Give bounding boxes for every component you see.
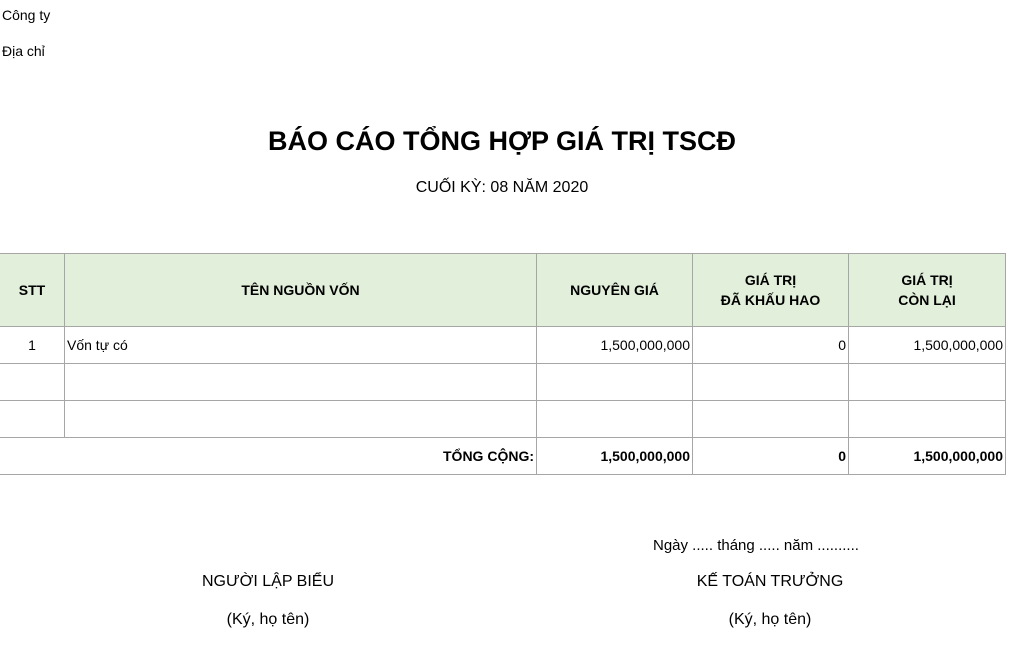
empty-cell	[65, 364, 537, 401]
cell-stt: 1	[0, 327, 65, 364]
report-period: CUỐI KỲ: 08 NĂM 2020	[415, 179, 589, 196]
preparer-signature-note: (Ký, họ tên)	[226, 611, 310, 628]
empty-cell	[0, 401, 65, 438]
table-header-row	[0, 254, 1006, 327]
column-header-depreciated	[693, 254, 849, 327]
empty-cell	[849, 401, 1006, 438]
empty-cell	[0, 364, 65, 401]
column-header-original-cost: NGUYÊN GIÁ	[537, 254, 693, 327]
address-label: Địa chỉ	[2, 43, 45, 59]
chief-accountant-title: KẾ TOÁN TRƯỞNG	[696, 573, 844, 590]
empty-cell	[537, 364, 693, 401]
empty-cell	[65, 401, 537, 438]
company-label: Công ty	[2, 7, 51, 23]
column-header-remaining	[849, 254, 1006, 327]
empty-cell	[537, 401, 693, 438]
total-original-cost: 1,500,000,000	[537, 438, 693, 475]
total-row	[0, 438, 1006, 475]
total-depreciated: 0	[693, 438, 849, 475]
cell-original-cost: 1,500,000,000	[537, 327, 693, 364]
empty-cell	[849, 364, 1006, 401]
cell-depreciated: 0	[693, 327, 849, 364]
column-header-stt: STT	[0, 254, 65, 327]
column-header-remaining-line2: CÒN LẠI	[898, 292, 956, 308]
column-header-depreciated-line1: GIÁ TRỊ	[744, 272, 797, 288]
signature-date-line: Ngày ..... tháng ..... năm ..........	[653, 537, 859, 554]
asset-summary-table	[0, 253, 1006, 475]
preparer-title: NGƯỜI LẬP BIỂU	[201, 573, 334, 590]
table-row-empty	[0, 401, 1006, 438]
cell-source: Vốn tự có	[65, 327, 537, 364]
empty-cell	[693, 364, 849, 401]
column-header-depreciated-line2: ĐÃ KHẤU HAO	[720, 292, 821, 308]
report-title: BÁO CÁO TỔNG HỢP GIÁ TRỊ TSCĐ	[267, 126, 737, 156]
empty-cell	[693, 401, 849, 438]
table-row-empty	[0, 364, 1006, 401]
chief-accountant-signature-note: (Ký, họ tên)	[728, 611, 812, 628]
total-remaining: 1,500,000,000	[849, 438, 1006, 475]
cell-remaining: 1,500,000,000	[849, 327, 1006, 364]
total-label: TỔNG CỘNG:	[0, 438, 537, 475]
table-row	[0, 327, 1006, 364]
column-header-remaining-line1: GIÁ TRỊ	[901, 272, 953, 288]
column-header-source: TÊN NGUỒN VỐN	[65, 254, 537, 327]
